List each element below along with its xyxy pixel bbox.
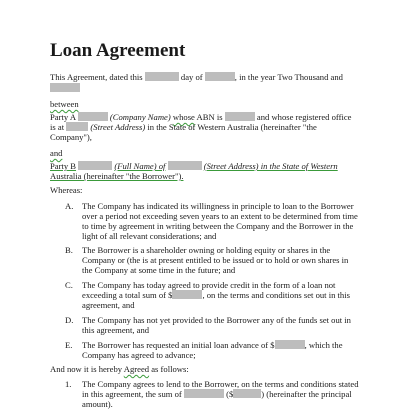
clause-c-line: The Company has today agreed to provide credit in the form of a loan not (82, 280, 336, 290)
party-a-line-2: is at (Street Address) in the State of Western Australia (hereinafter "the (50, 122, 317, 132)
blank-field-month (205, 72, 235, 81)
preamble-line-1: This Agreement, dated this day of , in the year Two Thousand and (50, 72, 343, 82)
clause-b-line: The Borrower is a shareholder owning or holding equity or shares in the (82, 245, 331, 255)
whereas-heading: Whereas: (50, 185, 83, 195)
party-b-line-1: Party B (Full Name) of (Street Address) in the State of Western (50, 161, 338, 171)
clause-d-line: The Company has not yet provided to the Borrower any of the funds set out in (82, 315, 351, 325)
item-1-line-3: amount). (82, 399, 113, 409)
clause-e-label: E. (65, 340, 73, 350)
blank-field-abn (225, 112, 255, 121)
blank-field-date (145, 72, 179, 81)
party-a-line-3: Company"), (50, 132, 92, 142)
clause-a-line: to time by agreement in writing between the Company and the Borrower in the (82, 221, 354, 231)
clause-e-line: Company has agreed to advance; (82, 350, 196, 360)
and-line: and (50, 148, 63, 158)
clause-e-line-1: The Borrower has requested an initial loan advance of $ , which the (82, 340, 343, 350)
blank-field-principal-words (184, 389, 224, 398)
party-b-line-2: Australia (hereinafter "the Borrower"). (50, 171, 184, 181)
clause-b-label: B. (65, 245, 73, 255)
document-title: Loan Agreement (50, 40, 186, 61)
item-1-line-2: in this agreement, the sum of ($ ) (hereinafter the principal (82, 389, 352, 399)
agreed-line: And now it is hereby Agreed as follows: (50, 364, 189, 374)
blank-field-loan-total (172, 290, 202, 299)
clause-d-line: this agreement, and (82, 325, 150, 335)
blank-field-full-name (78, 161, 112, 170)
party-a-line-1: Party A (Company Name) whose ABN is and whose registered office (50, 112, 352, 122)
clause-a-line: light of all relevant considerations; and (82, 231, 217, 241)
clause-a-line: The Company has indicated its willingness in principle to loan to the Borrower (82, 201, 354, 211)
clause-a-label: A. (65, 201, 74, 211)
blank-field-borrower-address (168, 161, 202, 170)
blank-field-initial-advance (275, 340, 305, 349)
clause-c-label: C. (65, 280, 73, 290)
blank-field-principal-amount (233, 389, 261, 398)
blank-field-company-name (78, 112, 108, 121)
item-1-label: 1. (65, 379, 72, 389)
clause-c-line-2: exceeding a total sum of $ , on the terms and conditions set out in this (82, 290, 350, 300)
blank-field-year (50, 83, 80, 92)
between-line: between (50, 99, 79, 109)
clause-a-line: over a period not exceeding seven years to an extent to be determined from time (82, 211, 358, 221)
clause-c-line: agreement, and (82, 300, 135, 310)
item-1-line-1: The Company agrees to lend to the Borrower, on the terms and conditions stated (82, 379, 359, 389)
clause-b-line: the Company at some time in the future; and (82, 265, 236, 275)
clause-b-line: Company or (the is at present entitled to be issued or to hold or own shares in (82, 255, 349, 265)
blank-field-street-address (66, 122, 88, 131)
clause-d-label: D. (65, 315, 74, 325)
preamble-line-2 (50, 83, 80, 94)
